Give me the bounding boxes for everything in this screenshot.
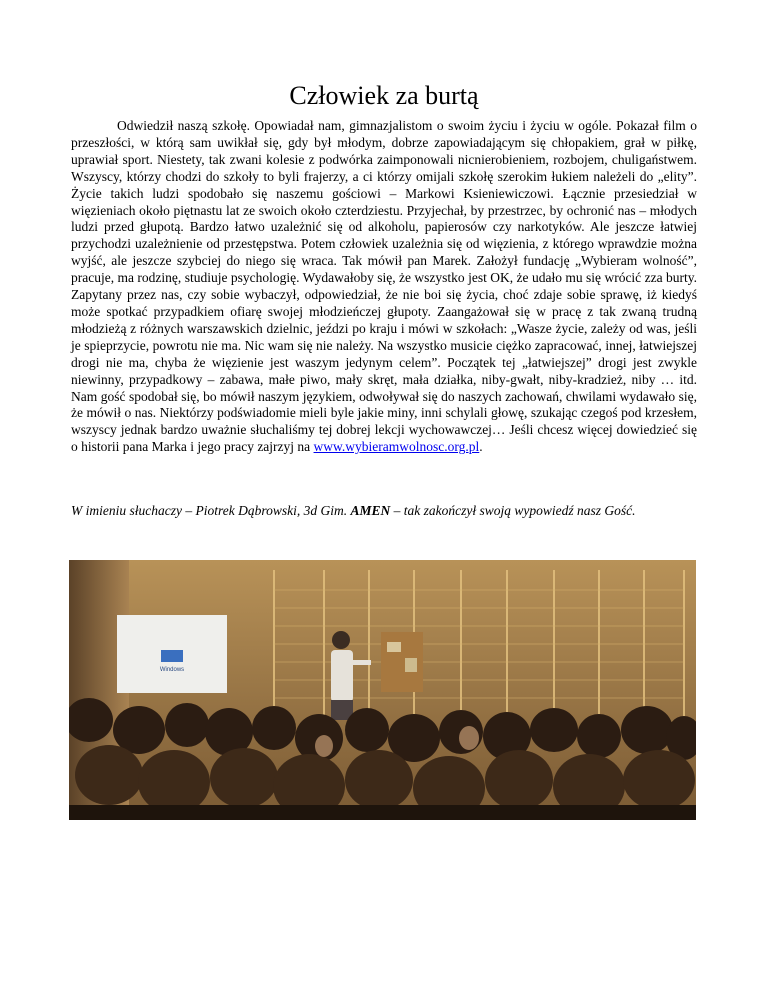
signature-closing: – tak zakończył swoją wypowiedź nasz Gość.	[390, 503, 636, 518]
foundation-link[interactable]: www.wybieramwolnosc.org.pl	[313, 439, 480, 455]
signature-text: W imieniu słuchaczy – Piotrek Dąbrowski, 3d Gim.	[71, 503, 351, 518]
classroom-photo	[69, 560, 696, 820]
article-body-text: Odwiedził naszą szkołę. Opowiadał nam, gimnazjalistom o swoim życiu i życiu w ogóle. Pokazał film o przeszłości, w którą sam uwikłał się, gdy był młodym, dobrze zapowiadającym się chłopakiem, grał w piłkę, uprawiał sport. Niestety, tak zwani kolesie z podwórka zaimponowali nicnierobieniem, rozbojem, chuligaństwem. Wszyscy, którzy chodzi do szkoły to byli frajerzy, a ci którzy omijali szkołę szerokim łukiem należeli do „elity”. Życie takich ludzi spodobało się naszemu gościowi – Markowi Ksieniewiczowi. Łącznie przesiedział w więzieniach około piętnastu lat ze swoich około czterdziestu. Przyjechał, by przestrzec, by ochronić nas – młodych ludzi przed głupotą. Bardzo łatwo uzależnić się od alkoholu, papierosów czy narkotyków. Ale jeszcze łatwiej przychodzi uzależnienie od przestępstwa. Potem człowiek uzależnia się od więzienia, z którego wprawdzie można wyjść, ale jeszcze szybciej do niego się wraca. Tak mówił pan Marek. Założył fundację „Wybieram wolność”, pracuje, ma rodzinę, studiuje psychologię. Wydawałoby się, że wszystko jest OK, że udało mu się wrócić zza burty. Zapytany przez nas, czy sobie wybaczył, odpowiedział, że nie boi się życia, choć zdaje sobie sprawę, iż kiedyś może spotkać przypadkiem ofiarę swojej młodzieńczej głupoty. Zaangażował się w pracę z tak zwaną trudną młodzieżą z różnych warszawskich dzielnic, jeździ po kraju i mówi w szkołach: „Wasze życie, zależy od was, jeśli je spieprzycie, powrotu nie ma. Nic wam się nie należy. Na wszystko musicie ciężko zapracować, innej, łatwiejszej drogi nie ma, chyba że więzienie jest waszym jedynym celem”. Początek tej „łatwiejszej” drogi jest zwykle niewinny, przypadkowy – zabawa, małe piwo, mały skręt, mała działka, niby-gwałt, niby-kradzież, niby … itd. Nam gość spodobał się, bo mówił naszym językiem, odwoływał się do naszych zachowań, chwilami wydawało się, że mówił o nas. Niektórzy podświadomie mieli byle jakie miny, inni schylali głowę, szukając czegoś pod krzesłem, wszyscy jednak bardzo uważnie słuchaliśmy tej dobrej lekcji wychowawczej… Jeśli chcesz więcej dowiedzieć się o historii pana Marka i jego pracy zajrzyj na	[71, 118, 697, 455]
windows-logo	[161, 650, 183, 662]
signature-amen: AMEN	[350, 503, 391, 518]
article-title: Człowiek za burtą	[289, 81, 479, 110]
classroom-photo-illustration	[69, 560, 696, 820]
article-signature	[71, 502, 697, 519]
article-body-end: .	[479, 439, 483, 455]
screen-logo-text: Windows	[159, 667, 185, 673]
article-body	[71, 118, 697, 456]
